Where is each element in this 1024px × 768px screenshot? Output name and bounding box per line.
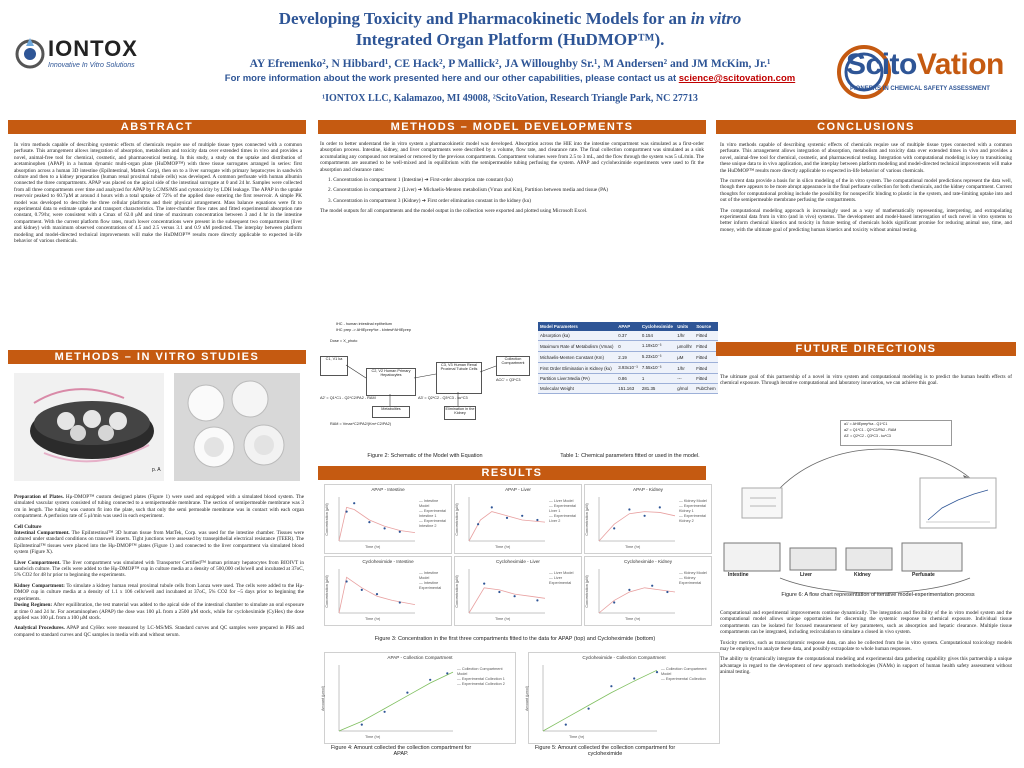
legend-entry: — Kidney Model	[679, 499, 707, 503]
data-point	[361, 589, 363, 591]
iontox-tagline: Innovative In Vitro Solutions	[48, 62, 135, 69]
legend-entry: — Experimental Collection 1	[457, 677, 505, 681]
y-axis-label: Concentration (μM)	[454, 575, 459, 608]
parameter-table	[538, 322, 718, 394]
panel-plot	[329, 567, 419, 623]
model-line	[543, 670, 657, 731]
cell-title: Cell Culture	[14, 523, 42, 530]
panel-plot	[459, 567, 549, 623]
result-panel	[320, 652, 516, 744]
model-outro: The model outputs for all compartments and the model output in the collection were exported and plotted using Microsoft Excel.	[320, 208, 588, 215]
data-point	[491, 506, 493, 508]
data-point	[666, 591, 668, 593]
parameter-table-grid	[538, 322, 718, 394]
table-cell: 0.86	[616, 374, 640, 384]
result-panel	[584, 484, 712, 554]
kidney-paragraph	[14, 583, 304, 602]
iontox-logo	[10, 28, 160, 80]
schematic-comp2-label: C2, V2 Human Primary Hepatocytes	[371, 369, 411, 377]
model-text	[320, 141, 704, 219]
future-eq3: A3' = Q2*C2 - Q3*C3 - ku*C3	[844, 434, 891, 438]
model-item-2: 2. Concentration in compartment 2 (Liver) ➔ Michaelis-Menten metabolism (Vmax and Km), Partition between media and tissue (PA)	[328, 187, 609, 194]
schematic-acc: ACC' = Q3*C3	[496, 378, 521, 382]
contact-text: For more information about the work presented here and our other capabilities, please contact us at	[224, 73, 679, 84]
data-point	[613, 527, 615, 529]
table-row	[538, 374, 718, 384]
schematic-metabolites-label: Metabolites	[381, 407, 401, 411]
data-point	[633, 677, 635, 679]
x-axis-label: Time (hr)	[365, 617, 381, 621]
data-point	[588, 708, 590, 710]
schematic-arrows	[320, 322, 530, 432]
model-line	[469, 512, 545, 541]
prep-text: Hμ-DMOP™ custom designed plates (Figure 1) were used and equipped with a simulated blood system. The simulated vascular system consisted of tubing connected to a semipermeable membrane. The section of semipermeable membrane was 3 cm in length. The tubing was custom fit into the plate, such that only the semi permeable membrane was in contact with each organ compartment. A perfusion rate of 5 μl/min was used in each experiment.	[14, 494, 304, 520]
panel-legend	[549, 499, 577, 524]
schematic-header-1: IHC - human intestinal epithelium	[336, 322, 392, 326]
x-axis-label: Time (hr)	[495, 545, 511, 549]
model-intro: In order to better understand the in vitro system a pharmacokinetic model was developed. Absorption across the HIE into the intestine compartment was simulated as a first-order absorption process. Intestine, kidney, and liver compartments were described by a volume, flow rate, and clearance rate. The final collection compartment was simulated as a sink accumulating any compound not retained or removed by the previous compartments. Compartment volumes were from 2.5 to 3 mL, and the flow through the system was 5 uL/min. The compartments are assumed to be well-mixed and in equilibrium with the semipermeable tubing perfusing the system. APAP and cycloheximide experiments were used to fit the absorption and clearance rates:	[320, 141, 704, 173]
panel-legend	[419, 571, 447, 591]
model-line	[339, 672, 453, 731]
contact-line	[190, 73, 830, 84]
schematic-comp3-label: C3, V3 Human Renal Proximal Tubule Cells	[440, 363, 478, 371]
schematic-header-2: IHC prep -> AHIEprep*ke - kIntest*AHIEprep	[336, 328, 412, 332]
conclusions-p2: The current data provide a basis for in silico modeling of the in vitro system. The computational model predictions represent the data well, though there appears to be more abrupt appearance in the final perfusate collection for both chemicals, and the kidney compartment. Current thoughts for computational probing include the possibility for nonspecific binding to plastic in the system, and rate-limiting uptake into and out of the semipermeable membrane perfusing the compartments.	[720, 178, 1012, 204]
panel-legend	[549, 571, 577, 586]
y-axis-label: Concentration (μM)	[454, 503, 459, 536]
x-axis-label: Time (hr)	[365, 545, 381, 549]
liver-paragraph	[14, 560, 304, 579]
schematic-dose: Dose = X_photo	[330, 339, 358, 343]
methods-model-banner: METHODS – MODEL DEVELOPMENTS	[318, 120, 706, 134]
data-point	[384, 711, 386, 713]
legend-entry: — Experimental Collection 2	[457, 682, 505, 686]
panel-legend	[457, 667, 511, 687]
model-item-3: 3. Concentration in compartment 3 (Kidney) ➔ First order elimination constant in the kidney (ku)	[328, 197, 532, 204]
table-cell: 7.55x10⁻³	[640, 363, 675, 374]
table-cell: PubChem	[694, 384, 718, 394]
data-point	[361, 724, 363, 726]
data-point	[610, 685, 612, 687]
data-point	[477, 523, 479, 525]
intestinal-title: Intestinal Compartment.	[14, 530, 70, 537]
panel-axes	[469, 497, 545, 541]
y-axis-label: Concentration (μM)	[324, 575, 329, 608]
fig4-caption: Figure 4: Amount collected the collection compartment for APAP.	[330, 745, 472, 757]
panel-axes	[599, 497, 675, 541]
panel-axes	[469, 569, 545, 613]
data-point	[656, 671, 658, 673]
future-p2: Computational and experimental improvements continue dynamically. The integration and flexibility of the in vitro model system and the computational model allows unique opportunities for discerning the systemic response to chemical exposure. Individual tissue compartments can be isolated for focused measurement of key parameters, such as absorption and hepatic clearance. Multiple tissue compartments can be integrated, including recirculation to simulate a closed in vivo system.	[720, 610, 1012, 636]
kidney-text: To simulate a kidney human renal proximal tubule cells from Lonza were used. The cells were added to the Hμ-DMOP cup in culture media at a density of 1.1 x 106 cells/well and incubated at 37oC, 5% CO2 for ~5 days prior to beginning the experiments.	[14, 582, 304, 602]
result-panel	[524, 652, 720, 744]
panel-title: Cycloheximide - Kidney	[624, 559, 672, 564]
panel-axes	[339, 569, 415, 613]
data-point	[353, 502, 355, 504]
conclusions-banner: CONCLUSIONS	[716, 120, 1016, 134]
legend-entry: — Collection Compartment Model	[661, 667, 707, 676]
table1-caption: Table 1: Chemical parameters fitted or used in the model.	[560, 453, 700, 459]
table-cell: 1/hr	[675, 363, 694, 374]
y-axis-label: Concentration (μM)	[584, 575, 589, 608]
table-cell: 151.163	[616, 384, 640, 394]
data-point	[644, 515, 646, 517]
x-axis-label: Time (hr)	[625, 545, 641, 549]
schematic-eq2: A3' = Q2*C2 - Q3*C3 - ku*C3	[418, 396, 468, 400]
legend-entry: — Experimental Kidney 2	[679, 514, 707, 523]
intestinal-paragraph	[14, 530, 304, 556]
scitovation-tagline: PIONEERS IN CHEMICAL SAFETY ASSESSMENT	[850, 86, 990, 92]
liver-text: The liver compartment was simulated with Transporter Certified™ human primary hepatocytes from BIOIVT in sandwich culture. The cells were added to the Hμ-DMOP™ cup in culture media at a density of 500,000 cells/well and incubated at 37oC, 5% CO2 for 48 hr prior to beginning the experiments.	[14, 559, 305, 579]
flow-label-kidney: Kidney	[854, 572, 871, 578]
panel-title: APAP - Collection Compartment	[387, 655, 453, 660]
table-cell: Fitted	[694, 331, 718, 341]
model-item-1: 1. Concentration in compartment 1 (Intestine) ➔ First-order absorption rate constant (ka)	[328, 177, 513, 184]
analytical-paragraph	[14, 625, 304, 638]
liver-title: Liver Compartment.	[14, 559, 61, 566]
model-line	[599, 512, 675, 541]
legend-entry: — Experimental Kidney 1	[679, 504, 707, 513]
invitro-text	[14, 494, 304, 642]
future-p4: The ability to dynamically integrate the computational modeling and experimental data gathering capability gives this partnership a unique advantage in regard to the development of new approach methodologies (NAMs) in support of human health safety assessment without animal testing.	[720, 656, 1012, 676]
data-point	[536, 519, 538, 521]
result-panel	[454, 484, 582, 554]
analytical-title: Analytical Procedures.	[14, 625, 65, 632]
future-banner: FUTURE DIRECTIONS	[716, 342, 1016, 356]
panel-axes	[339, 665, 453, 731]
title-part-1: Developing Toxicity and Pharmacokinetic Models for an	[278, 9, 691, 28]
y-axis-label: Amount (μmol)	[524, 686, 529, 711]
table-header: Cycloheximide	[640, 322, 675, 331]
table-cell: Fitted	[694, 374, 718, 384]
panel-plot	[589, 495, 679, 551]
future-more-text	[720, 610, 1012, 680]
poster-title	[190, 8, 830, 50]
table-cell: Fitted	[694, 341, 718, 352]
results-banner: RESULTS	[318, 466, 706, 480]
y-axis-label: Concentration (μM)	[324, 503, 329, 536]
legend-entry: — Liver Experimental	[549, 576, 572, 585]
model-schematic	[320, 322, 530, 432]
data-point	[565, 724, 567, 726]
fig3-caption: Figure 3: Concentration in the first three compartments fitted to the data for APAP (top) and Cycloheximide (bottom)	[374, 636, 656, 642]
table-cell: 0	[616, 341, 640, 352]
table-cell: 5.23x10⁻³	[640, 352, 675, 363]
legend-entry: — Kidney Experimental	[679, 576, 702, 585]
table-cell: Molecular Weight	[538, 384, 616, 394]
result-panel	[324, 484, 452, 554]
intestinal-text: The EpiIntestinal™ 3D human tissue from MatTek, Corp. was used for the intestine chamber. Tissues were cultured under standard conditions on transwell inserts. Tight junctions were assessed by transepithelial electrical resistance (TEER). The EpiIntestinal™ tissues were placed into the Hμ-DMOP™ plates (Figure 1) and connected to the liver compartment via simulated blood system (Figure X).	[14, 530, 305, 556]
panel-plot	[329, 495, 419, 551]
legend-entry: — Intestine Experimental	[419, 581, 442, 590]
legend-entry: — Kidney Model	[679, 571, 707, 575]
table-row	[538, 331, 718, 341]
data-point	[406, 692, 408, 694]
contact-email-link[interactable]: science@scitovation.com	[678, 73, 796, 84]
legend-entry: — Collection Compartment Model	[457, 667, 503, 676]
schematic-collection-label: Collection Compartment	[501, 357, 525, 365]
data-point	[506, 517, 508, 519]
table-cell: 0.154	[640, 331, 675, 341]
future-p3: Toxicity metrics, such as transcriptomic response data, can also be collected from the in vitro system. Computational toxicology models may be employed to analyze these data, and possibly extrapolate to whole human responses.	[720, 639, 1012, 653]
x-axis-label: Time (hr)	[569, 735, 585, 739]
dosing-title: Dosing Regimen:	[14, 602, 53, 609]
table-cell: 3.93x10⁻³	[616, 363, 640, 374]
data-point	[399, 531, 401, 533]
plate-photos	[14, 373, 304, 485]
legend-entry: — Liver Model	[549, 571, 574, 575]
abstract-banner: ABSTRACT	[8, 120, 306, 134]
table-row	[538, 352, 718, 363]
data-point	[628, 589, 630, 591]
schematic-elimination-label: Elimination in the Kidney	[445, 407, 475, 415]
legend-entry: — Experimental Intestine 1	[419, 509, 447, 518]
x-axis-label: Time (hr)	[495, 617, 511, 621]
legend-entry: — Experimental Intestine 2	[419, 519, 447, 528]
table-header: APAP	[616, 322, 640, 331]
data-point	[659, 506, 661, 508]
iontox-wordmark: IONTOX	[48, 36, 138, 61]
scitovation-wordmark	[846, 48, 1004, 82]
panel-legend	[661, 667, 715, 682]
data-point	[399, 601, 401, 603]
legend-entry: — Experimental Liver 2	[549, 514, 577, 523]
model-line	[469, 588, 545, 613]
y-axis-label: Concentration (μM)	[584, 503, 589, 536]
authors: AY Efremenko², N Hibbard¹, CE Hack², P Mallick², JA Willoughby Sr.¹, M Andersen² and JM McKim, Jr.¹	[249, 58, 771, 70]
data-point	[446, 672, 448, 674]
table-cell: 1	[640, 374, 675, 384]
flow-chart-figure	[720, 420, 1016, 602]
panel-axes	[339, 497, 415, 541]
table-header: Model Parameters	[538, 322, 616, 331]
table-cell: 0.37	[616, 331, 640, 341]
data-point	[429, 679, 431, 681]
dosing-text: After equilibration, the test material was added to the apical side of the intestinal chamber to simulate an oral exposure at time 0 and 24 hr. For acetaminophen (APAP) the dose was 100 μL from a 2500 μM stock, while for cycloheximide (CyHex) the dose applied was 100 μL from a 100 μM stock.	[14, 602, 304, 621]
kidney-title: Kidney Compartment:	[14, 582, 65, 589]
flow-label-liver: Liver	[800, 572, 812, 578]
panel-plot	[589, 567, 679, 623]
table-cell: ---	[675, 374, 694, 384]
panel-title: Cycloheximide - Intestine	[362, 559, 414, 564]
table-header-row	[538, 322, 718, 331]
data-point	[628, 508, 630, 510]
table-row	[538, 363, 718, 374]
future-p1: The ultimate goal of this partnership of a novel in vitro system and computational modeling is to predict the human health effects of chemical exposure. Through iterative computational and laboratory innovation, we can achieve this goal.	[720, 374, 1012, 387]
data-point	[483, 583, 485, 585]
result-panel	[324, 556, 452, 626]
equation-box	[840, 420, 952, 446]
panel-axes	[599, 569, 675, 613]
panel-title: APAP - Liver	[505, 487, 531, 492]
x-axis-label: Time (hr)	[365, 735, 381, 739]
table-cell: First Order Elimination in Kidney (ku)	[538, 363, 616, 374]
panel-title: APAP - Intestine	[371, 487, 405, 492]
model-line	[339, 507, 415, 541]
data-point	[521, 515, 523, 517]
table-cell: g/mol	[675, 384, 694, 394]
panel-title: Cycloheximide - Liver	[496, 559, 540, 564]
data-point	[613, 601, 615, 603]
schematic-eq1: A2' = Q1*C1 - Q2*C2/PA2 - RAM	[320, 396, 376, 400]
table-cell: 2.19	[616, 352, 640, 363]
table-cell: μmol/hr	[675, 341, 694, 352]
future-eq2: a2' = Q1*C1 - Q2*C2/PA2 - RAM	[844, 428, 897, 432]
result-panel	[454, 556, 582, 626]
data-point	[346, 580, 348, 582]
table-cell: Partition Liver:Media (PA)	[538, 374, 616, 384]
data-point	[384, 527, 386, 529]
schematic-eq3: RAM = Vmax*C2/PA2/(Km+C2/PA2)	[330, 422, 392, 426]
table-header: Units	[675, 322, 694, 331]
y-axis-label: Amount (μmol)	[320, 686, 325, 711]
abstract-text: In vitro methods capable of describing systemic effects of chemicals require use of multiple tissue types connected with a common perfusate. This arrangement allows integration of absorption, metabolism and toxicity data over extended times in vivo and provides a novel, animal-free tool for chemical, cosmetic, and pharmaceutical testing. In this study, a study on the uptake and distribution of acetaminophen (APAP) in a human dynamic multi-organ plate (HuDMOP™) with three tissue surrogates arranged in series: first absorption across a human 3D intestine (EpiIntestinal, Mattek Corp), then on to a liver surrogate with primary hepatocytes in sandwich culture and then to a kidney preparation (human renal proximal tubule cells) was developed. A common perfusate with human albumin connected the three compartments. APAP was placed on the apical side of the intestinal surrogate at 0 and 24 hr. Samples were collected from all three compartments over time and analyzed for APAP by LC/MS/MS and cytotoxicity by LDH leakage. The APAP in the uptake reservoir peaked to 60.7μM at around 4 hours with a total uptake of 72% of the applied dose entering the first reservoir. A simple PK model was developed to describe the three cellular platforms and their physical arrangement. Mass balance equations were fit to experimental data to estimate uptake and transport characteristics. The inter-chamber flow rates and fitted experimental absorption rate constant, 0.79/hr, were consistent with a Cmax of 62.0 μM and time of maximum concentration between 3 and 4 hr in the intestine compartment. With the current platform flow rates, much lower concentrations were present in the subsequent two compartments (liver and kidney) with maximum observed concentrations of 4.5 and 2.5 versus 3.1 and 0.9 uM predicted. The interplay between platform modeling and model-directed technical improvements will make the HuDMOP™ results more directly applicable to expected in-life behavior of various chemicals.	[14, 142, 302, 245]
dosing-paragraph	[14, 602, 304, 621]
table-cell: 1.19x10⁻³	[640, 341, 675, 352]
data-point	[376, 593, 378, 595]
title-part-2: Integrated Organ Platform (HuDMOP™).	[355, 30, 665, 49]
legend-entry: — Intestine Model	[419, 571, 439, 580]
panel-legend	[679, 499, 707, 524]
title-in-vitro: in vitro	[690, 9, 742, 28]
panel-plot	[329, 663, 457, 741]
flow-label-perfusate: Perfusate	[912, 572, 935, 578]
table-row	[538, 341, 718, 352]
x-axis-label: Time (hr)	[625, 617, 641, 621]
scito-name-a: Scito	[846, 48, 917, 81]
future-eq1: a1' = AHIEprep*ka - Q1*C1	[844, 422, 888, 426]
table-row	[538, 384, 718, 394]
data-point	[346, 511, 348, 513]
table-cell: Michaelis-Menten Constant (Km)	[538, 352, 616, 363]
flow-label-intestine: Intestine	[728, 572, 749, 578]
data-point	[368, 521, 370, 523]
panel-legend	[419, 499, 447, 529]
conclusions-p1: In vitro methods capable of describing systemic effects of chemicals require use of multiple tissue types connected with a common perfusate. This arrangement allows integration of absorption, metabolism and toxicity data over extended times in vivo and provides a novel, animal-free tool for chemical, cosmetic, and pharmaceutical testing. Integration with computational modeling is key to transitioning these unique data to in vivo application, and the interplay between platform modeling and model-directed technical improvements will make the HuDMOP™ results more directly applicable to expected in-life behavior of various chemicals.	[720, 142, 1012, 174]
table-cell: Fitted	[694, 363, 718, 374]
table-cell: 1/hr	[675, 331, 694, 341]
scitovation-logo	[836, 44, 1016, 104]
model-line	[599, 588, 675, 613]
panel-plot	[533, 663, 661, 741]
affiliations: ¹IONTOX LLC, Kalamazoo, MI 49008, ²ScitoVation, Research Triangle Park, NC 27713	[322, 93, 698, 104]
data-point	[651, 585, 653, 587]
table-cell: Fitted	[694, 352, 718, 363]
conclusions-p3: The computational modeling approach is increasingly used as a way of mathematically representing, interpreting, and extrapolating experimental data from in vitro (and in vivo) systems. The development and model-based interrogation of such novel in vitro systems to better inform chemical kinetics and toxicity in future testing of chemicals holds significant promise for reducing animal use, time, and money, with the ultimate goal of predicting human kinetics and toxicity without animal testing.	[720, 207, 1012, 233]
table-header: Source	[694, 322, 718, 331]
panel-legend	[679, 571, 707, 586]
fig6-caption: Figure 6: A flow chart representation of iterative model-experimentation process	[781, 592, 975, 598]
conclusions-text	[720, 142, 1012, 237]
table-cell: Absorption (ka)	[538, 331, 616, 341]
legend-entry: — Experimental Collection	[661, 677, 706, 681]
prep-paragraph	[14, 494, 304, 520]
table-cell: Maximum Rate of Metabolism (Vmax)	[538, 341, 616, 352]
legend-entry: — Experimental Liver 1	[549, 504, 577, 513]
prep-title: Preparation of Plates.	[14, 494, 64, 500]
fig2-caption: Figure 2: Schematic of the Model with Equation	[367, 453, 483, 459]
methods-invitro-banner: METHODS – IN VITRO STUDIES	[8, 350, 306, 364]
data-point	[498, 591, 500, 593]
analytical-text: APAP and CyHex were measured by LC-MS/MS. Standard curves and QC samples were prepared in PBS and compared to standard curves and QC samples in media with and without serum.	[14, 625, 304, 638]
data-point	[514, 595, 516, 597]
panel-title: APAP - Kidney	[633, 487, 663, 492]
data-point	[536, 599, 538, 601]
panel-title: Cycloheximide - Collection Compartment	[582, 655, 666, 660]
photo-label: p. A	[152, 467, 161, 473]
legend-entry: — Liver Model	[549, 499, 574, 503]
scito-name-b: Vation	[916, 48, 1004, 81]
legend-entry: — Intestine Model	[419, 499, 439, 508]
schematic-comp1-label: C1, V1 ka	[325, 357, 343, 361]
fig5-caption: Figure 5: Amount collected the collection compartment for cycloheximide	[534, 745, 676, 757]
table-cell: 281.35	[640, 384, 675, 394]
panel-plot	[459, 495, 549, 551]
result-panel	[584, 556, 712, 626]
table-cell: μM	[675, 352, 694, 363]
